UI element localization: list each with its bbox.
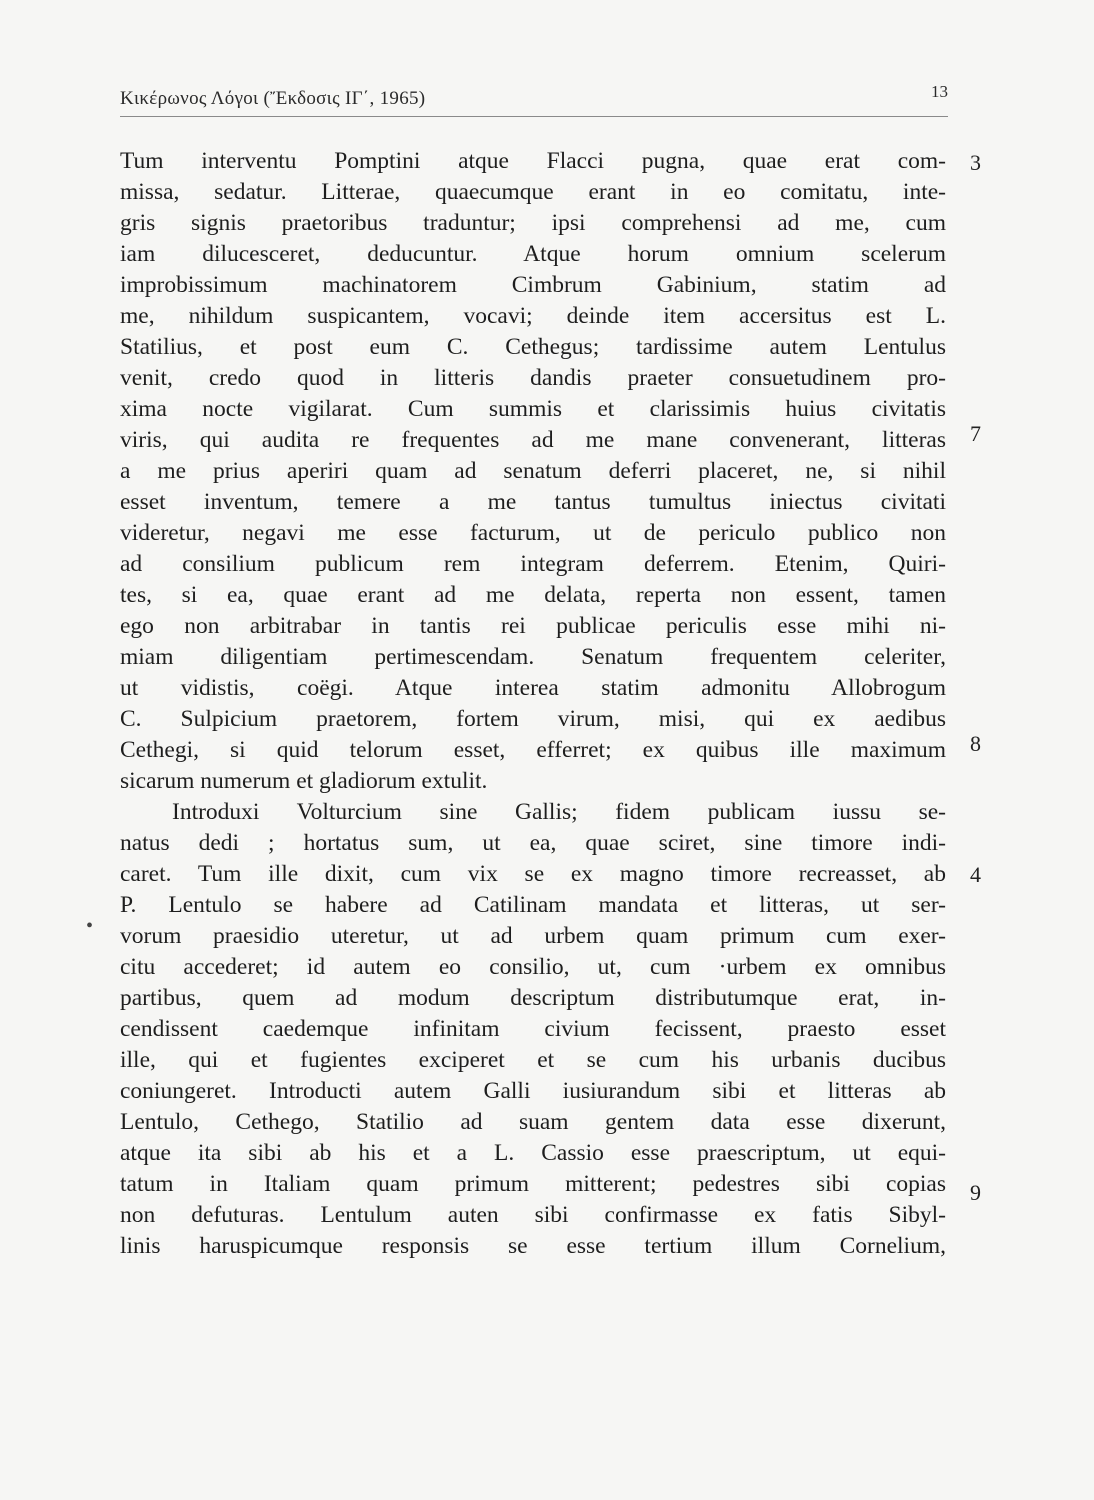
text-line: vorum praesidio uteretur, ut ad urbem quam primum cum exer- [120,923,946,949]
text-line: Statilius, et post eum C. Cethegus; tardissime autem Lentulus [120,334,946,360]
section-number: 7 [970,421,981,446]
text-line: me, nihildum suspicantem, vocavi; deinde item accersitus est L. [120,303,946,329]
text-line: sicarum numerum et gladiorum extulit. [120,768,488,794]
text-line: Tum interventu Pomptini atque Flacci pugna, quae erat com- [120,148,946,174]
section-number: 9 [970,1180,981,1205]
text-line: tatum in Italiam quam primum mitterent; pedestres sibi copias [120,1171,946,1197]
section-number: 4 [970,862,981,887]
text-line: videretur, negavi me esse facturum, ut de periculo publico non [120,520,946,546]
text-line: xima nocte vigilarat. Cum summis et clarissimis huius civitatis [120,396,946,422]
text-line: ad consilium publicum rem integram deferrem. Etenim, Quiri- [120,551,946,577]
text-line: tes, si ea, quae erant ad me delata, reperta non essent, tamen [120,582,946,608]
text-line: gris signis praetoribus traduntur; ipsi comprehensi ad me, cum [120,210,946,236]
text-line: atque ita sibi ab his et a L. Cassio esse praescriptum, ut equi- [120,1140,946,1166]
running-header [120,82,948,117]
text-line: natus dedi ; hortatus sum, ut ea, quae sciret, sine timore indi- [120,830,946,856]
paragraph-first-line: Introduxi Volturcium sine Gallis; fidem publicam iussu se- [172,799,946,825]
text-line: a me prius aperiri quam ad senatum deferri placeret, ne, si nihil [120,458,946,484]
text-line: missa, sedatur. Litterae, quaecumque erant in eo comitatu, inte- [120,179,946,205]
page-number: 13 [931,82,948,101]
section-number: 8 [970,731,981,756]
text-line: iam dilucesceret, deducuntur. Atque horum omnium scelerum [120,241,946,267]
text-line: venit, credo quod in litteris dandis praeter consuetudinem pro- [120,365,946,391]
text-line: partibus, quem ad modum descriptum distributumque erat, in- [120,985,946,1011]
running-title: Κικέρωνος Λόγοι (Ἔκδοσις ΙΓ΄, 1965) [120,88,426,109]
text-line: C. Sulpicium praetorem, fortem virum, misi, qui ex aedibus [120,706,946,732]
text-line: coniungeret. Introducti autem Galli iusiurandum sibi et litteras ab [120,1078,946,1104]
margin-dot-mark: • [86,915,94,937]
text-line: ut vidistis, coëgi. Atque interea statim admonitu Allobrogum [120,675,946,701]
text-line: Cethegi, si quid telorum esset, efferret; ex quibus ille maximum [120,737,946,763]
text-line: P. Lentulo se habere ad Catilinam mandata et litteras, ut ser- [120,892,946,918]
text-line: viris, qui audita re frequentes ad me mane convenerant, litteras [120,427,946,453]
text-line: ego non arbitrabar in tantis rei publicae periculis esse mihi ni- [120,613,946,639]
main-text [120,146,946,1262]
text-line: ille, qui et fugientes exciperet et se cum his urbanis ducibus [120,1047,946,1073]
text-line: caret. Tum ille dixit, cum vix se ex magno timore recreasset, ab [120,861,946,887]
text-line: cendissent caedemque infinitam civium fecissent, praesto esset [120,1016,946,1042]
section-number: 3 [970,150,981,175]
text-line: non defuturas. Lentulum auten sibi confirmasse ex fatis Sibyl- [120,1202,946,1228]
text-line: improbissimum machinatorem Cimbrum Gabinium, statim ad [120,272,946,298]
text-line: esset inventum, temere a me tantus tumultus iniectus civitati [120,489,946,515]
text-line: miam diligentiam pertimescendam. Senatum frequentem celeriter, [120,644,946,670]
text-line: linis haruspicumque responsis se esse tertium illum Cornelium, [120,1233,946,1259]
text-line: citu accederet; id autem eo consilio, ut, cum ·urbem ex omnibus [120,954,946,980]
text-line: Lentulo, Cethego, Statilio ad suam gentem data esse dixerunt, [120,1109,946,1135]
